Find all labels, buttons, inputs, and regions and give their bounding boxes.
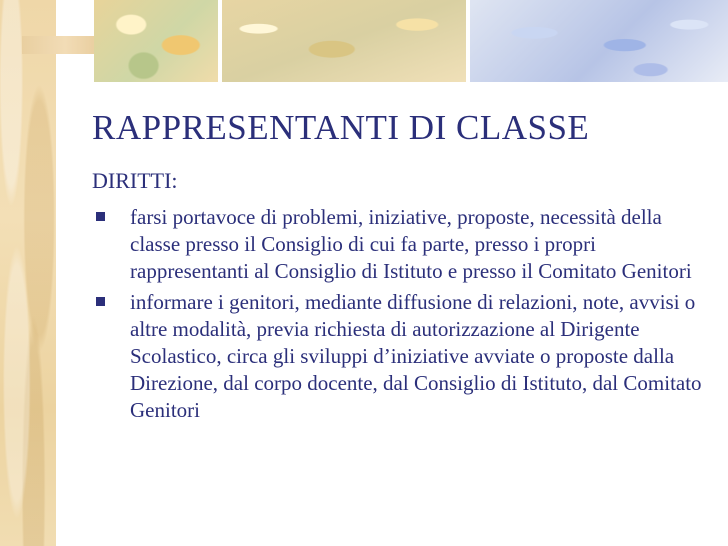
slide-title: RAPPRESENTANTI DI CLASSE <box>92 108 590 147</box>
decorative-banner <box>0 0 728 82</box>
square-bullet-icon <box>96 212 105 221</box>
square-bullet-icon <box>96 297 105 306</box>
bullet-list <box>92 204 712 428</box>
bullet-item <box>92 204 712 285</box>
banner-tile-leaves <box>94 0 218 82</box>
bullet-text: farsi portavoce di problemi, iniziative, proposte, necessità della classe presso il Consiglio di cui fa parte, presso i propri rappresentanti al Consiglio di Istituto e presso il Comitato Genitori <box>130 205 692 283</box>
banner-tile-flowers <box>222 0 466 82</box>
banner-tile-blue-flowers <box>470 0 728 82</box>
slide-subtitle: DIRITTI: <box>92 168 178 193</box>
bullet-item <box>92 289 712 424</box>
bullet-text: informare i genitori, mediante diffusione di relazioni, note, avvisi o altre modalità, previa richiesta di autorizzazione al Dirigente Scolastico, circa gli sviluppi d’iniziative avviate o proposte dalla Direzione, dal corpo docente, dal Consiglio di Istituto, dal Comitato Genitori <box>130 290 702 422</box>
